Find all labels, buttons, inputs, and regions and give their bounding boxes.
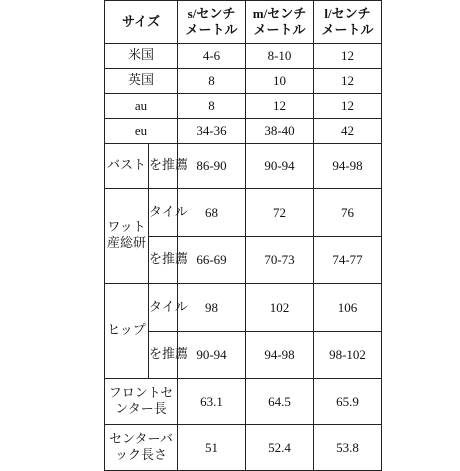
header-col-l bbox=[314, 1, 382, 44]
row-label-front-center-line1: フロントセ bbox=[108, 385, 174, 401]
cell-bust-s: 86-90 bbox=[178, 144, 246, 189]
cell-center-back-m: 52.4 bbox=[246, 425, 314, 471]
row-label-uk: 英国 bbox=[105, 69, 178, 94]
row-label-center-back bbox=[105, 425, 178, 471]
row-label-waist-line2: 産総研 bbox=[106, 236, 146, 251]
table-row bbox=[105, 69, 382, 94]
cell-waist-rec-l: 74-77 bbox=[314, 237, 382, 284]
cell-hip-style-s: 98 bbox=[178, 284, 246, 332]
table-row bbox=[105, 44, 382, 69]
cell-uk-l: 12 bbox=[314, 69, 382, 94]
cell-waist-style-l: 76 bbox=[314, 189, 382, 237]
cell-hip-rec-l: 98-102 bbox=[314, 332, 382, 379]
cell-bust-l: 94-98 bbox=[314, 144, 382, 189]
header-col-m bbox=[246, 1, 314, 44]
row-sub-waist-rec: を推薦 bbox=[149, 237, 178, 284]
row-label-hip: ヒップ bbox=[105, 284, 149, 379]
cell-hip-rec-s: 90-94 bbox=[178, 332, 246, 379]
row-label-us: 米国 bbox=[105, 44, 178, 69]
header-col-s-line2: メートル bbox=[185, 22, 238, 37]
cell-au-m: 12 bbox=[246, 94, 314, 119]
size-chart-table bbox=[104, 0, 382, 471]
table-row bbox=[105, 144, 382, 189]
row-label-waist bbox=[105, 189, 149, 284]
cell-au-s: 8 bbox=[178, 94, 246, 119]
table-row bbox=[105, 284, 382, 332]
cell-eu-l: 42 bbox=[314, 119, 382, 144]
cell-eu-s: 34-36 bbox=[178, 119, 246, 144]
cell-us-s: 4-6 bbox=[178, 44, 246, 69]
cell-center-back-s: 51 bbox=[178, 425, 246, 471]
table-row bbox=[105, 379, 382, 425]
row-label-front-center bbox=[105, 379, 178, 425]
table-row bbox=[105, 94, 382, 119]
header-col-s bbox=[178, 1, 246, 44]
cell-us-l: 12 bbox=[314, 44, 382, 69]
header-col-m-line1: m/センチ bbox=[252, 6, 307, 21]
row-sub-bust: を推薦 bbox=[149, 144, 178, 189]
cell-waist-rec-s: 66-69 bbox=[178, 237, 246, 284]
cell-bust-m: 90-94 bbox=[246, 144, 314, 189]
header-col-s-line1: s/センチ bbox=[187, 6, 236, 21]
row-label-au: au bbox=[105, 94, 178, 119]
cell-waist-style-m: 72 bbox=[246, 189, 314, 237]
cell-hip-rec-m: 94-98 bbox=[246, 332, 314, 379]
size-chart-container bbox=[104, 0, 382, 463]
table-row bbox=[105, 119, 382, 144]
header-row bbox=[105, 1, 382, 44]
cell-waist-style-s: 68 bbox=[178, 189, 246, 237]
cell-center-back-l: 53.8 bbox=[314, 425, 382, 471]
row-sub-waist-style: タイル bbox=[149, 189, 178, 237]
header-size-label: サイズ bbox=[105, 1, 178, 44]
header-col-m-line2: メートル bbox=[253, 22, 306, 37]
cell-uk-s: 8 bbox=[178, 69, 246, 94]
cell-front-center-s: 63.1 bbox=[178, 379, 246, 425]
table-row bbox=[105, 189, 382, 237]
cell-front-center-m: 64.5 bbox=[246, 379, 314, 425]
cell-hip-style-m: 102 bbox=[246, 284, 314, 332]
header-col-l-line1: l/センチ bbox=[324, 6, 371, 21]
row-label-front-center-line2: ンター長 bbox=[115, 401, 167, 417]
cell-front-center-l: 65.9 bbox=[314, 379, 382, 425]
row-label-center-back-line2: ック長さ bbox=[114, 447, 167, 463]
cell-eu-m: 38-40 bbox=[246, 119, 314, 144]
cell-waist-rec-m: 70-73 bbox=[246, 237, 314, 284]
header-col-l-line2: メートル bbox=[321, 22, 374, 37]
row-label-center-back-line1: センターバ bbox=[109, 431, 173, 447]
row-sub-hip-style: タイル bbox=[149, 284, 178, 332]
row-label-eu: eu bbox=[105, 119, 178, 144]
cell-uk-m: 10 bbox=[246, 69, 314, 94]
table-row bbox=[105, 425, 382, 471]
cell-hip-style-l: 106 bbox=[314, 284, 382, 332]
row-label-waist-line1: ワット bbox=[107, 220, 146, 235]
cell-au-l: 12 bbox=[314, 94, 382, 119]
cell-us-m: 8-10 bbox=[246, 44, 314, 69]
row-label-bust: バスト bbox=[105, 144, 149, 189]
row-sub-hip-rec: を推薦 bbox=[149, 332, 178, 379]
